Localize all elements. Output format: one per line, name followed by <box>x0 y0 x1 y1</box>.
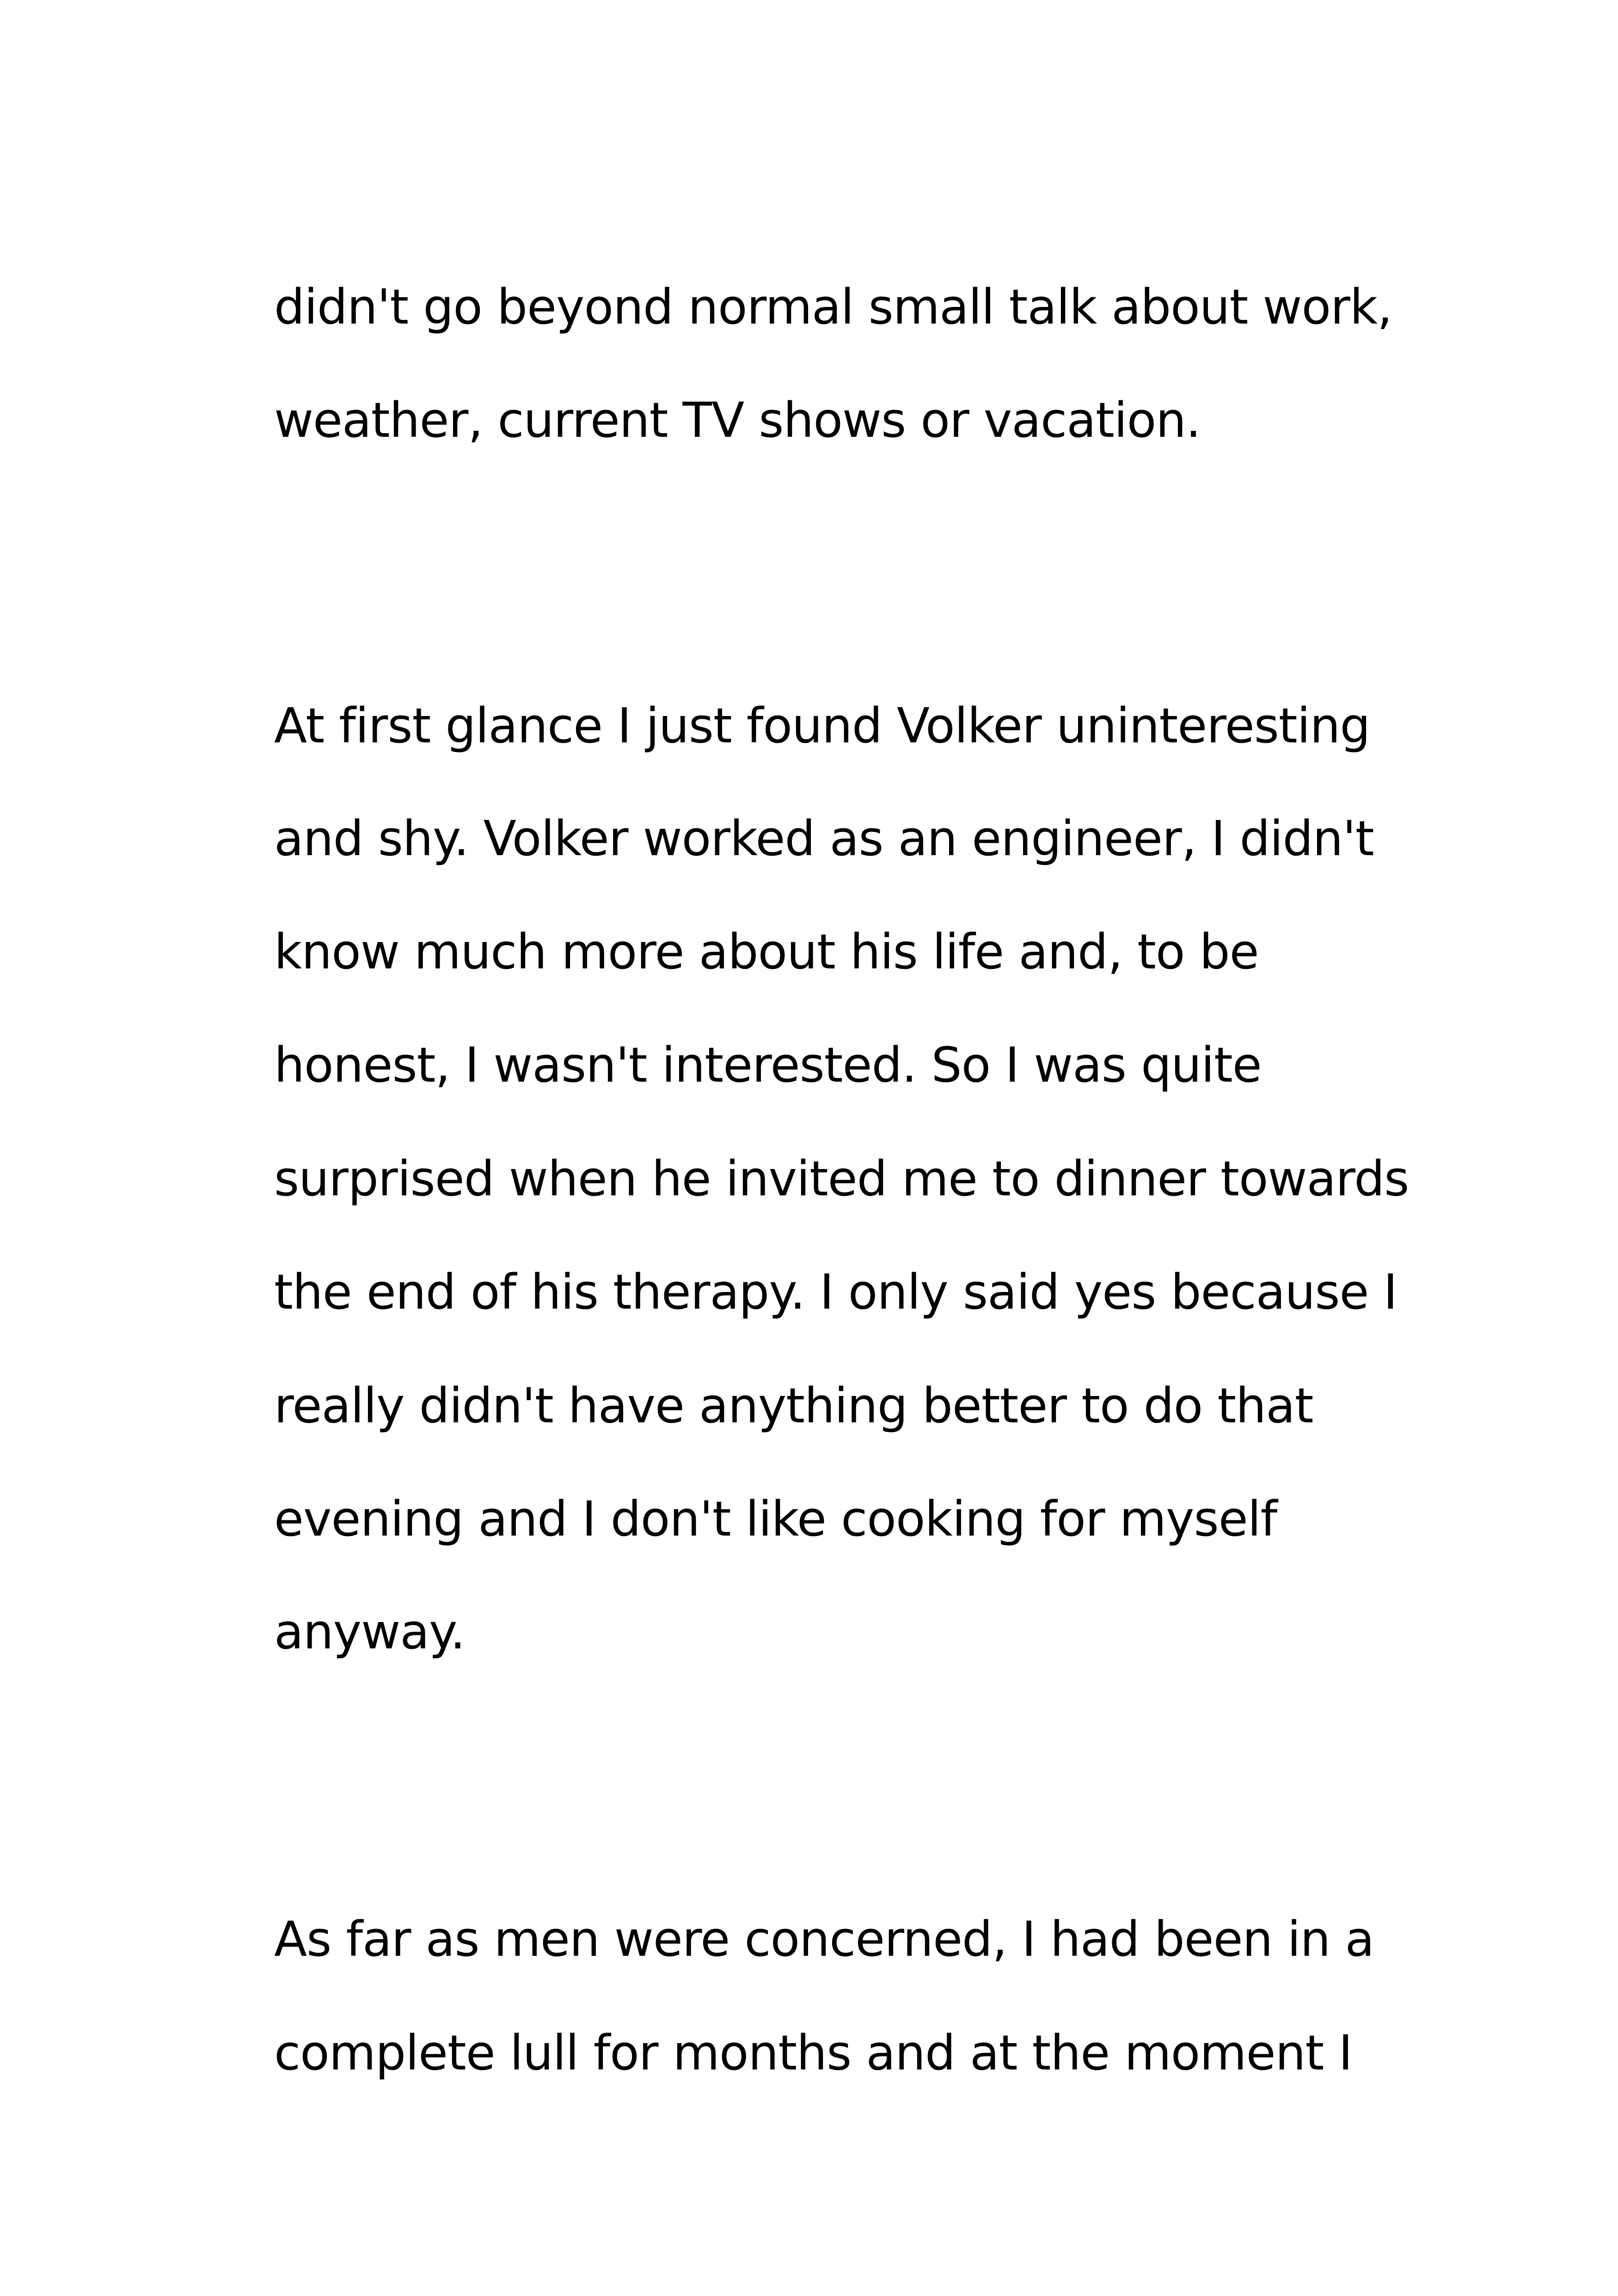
text-line: weather, current TV shows or vacation. <box>274 392 1201 448</box>
text-line: know much more about his life and, to be <box>274 924 1259 980</box>
text-line: evening and I don't like cooking for myself <box>274 1491 1277 1547</box>
text-line: surprised when he invited me to dinner towards <box>274 1151 1409 1207</box>
text-line: didn't go beyond normal small talk about work, <box>274 279 1392 335</box>
text-line: the end of his therapy. I only said yes because I <box>274 1264 1397 1320</box>
text-line: and shy. Volker worked as an engineer, I didn't <box>274 810 1374 867</box>
text-line: complete lull for months and at the moment I <box>274 2025 1353 2081</box>
text-line: really didn't have anything better to do that <box>274 1378 1313 1434</box>
text-line: At first glance I just found Volker uninteresting <box>274 698 1370 754</box>
text-line: anyway. <box>274 1604 465 1660</box>
text-line: As far as men were concerned, I had been in a <box>274 1911 1374 1967</box>
text-line: honest, I wasn't interested. So I was quite <box>274 1037 1262 1093</box>
